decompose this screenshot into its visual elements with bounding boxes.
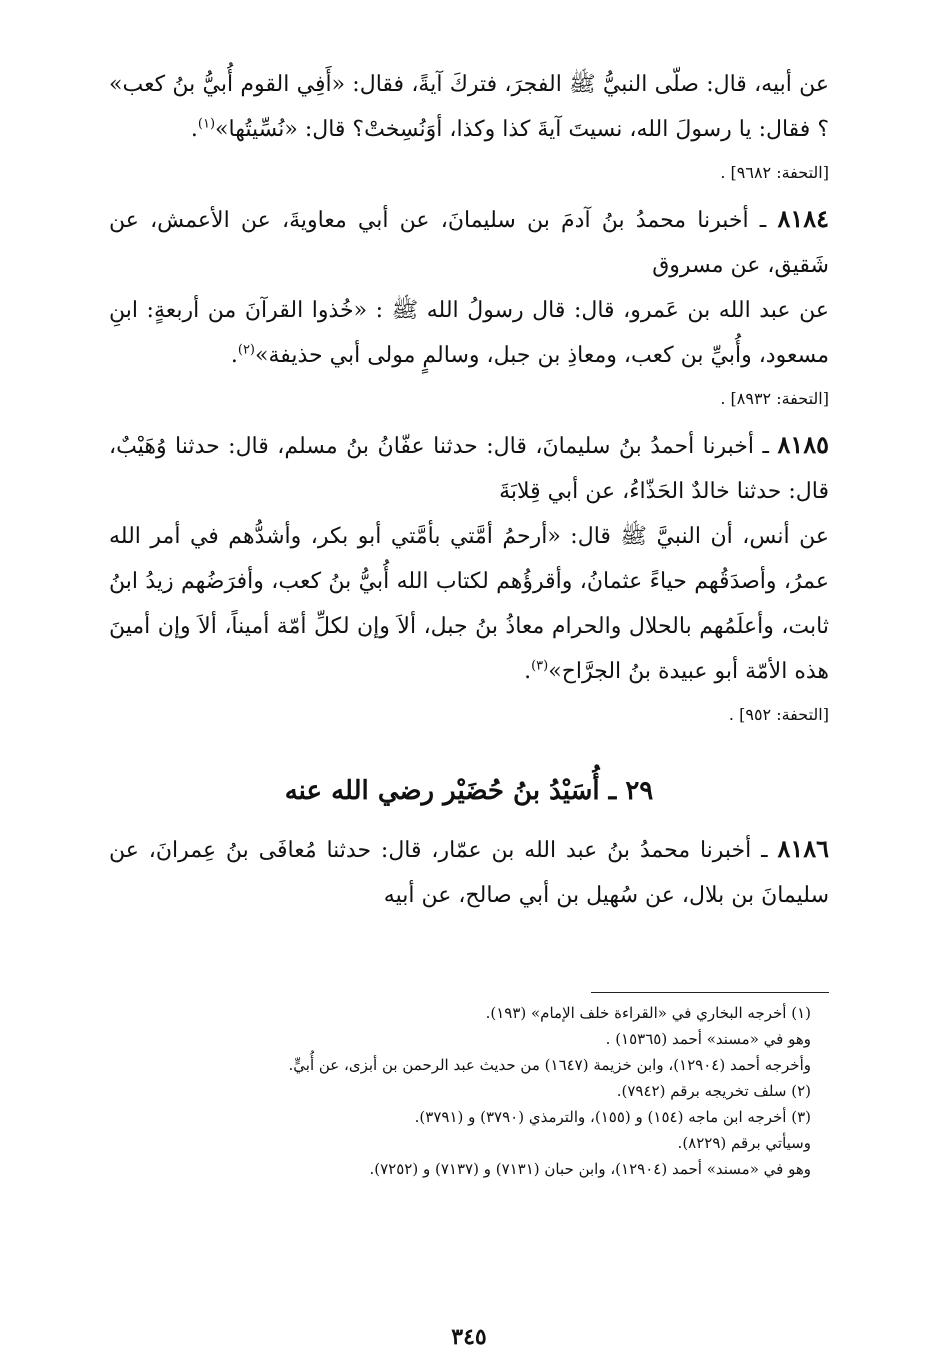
page-number: ٣٤٥ bbox=[451, 1324, 487, 1350]
hadith-number: ٨١٨٦ bbox=[777, 834, 829, 863]
hadith-8185-chain bbox=[109, 422, 829, 514]
footnote-line: وهو في «مسند» أحمد (١٢٩٠٤)، وابن حبان (٧١٣١) و (٧١٣٧) و (٧٢٥٢). bbox=[369, 1160, 811, 1178]
sentence-end: . bbox=[190, 117, 198, 142]
hadith-continuation bbox=[109, 62, 829, 152]
footnote-line: (١) أخرجه البخاري في «القراءة خلف الإمام» (١٩٣). bbox=[485, 1004, 811, 1022]
tuhfa-reference: [التحفة: ٨٩٣٢] . bbox=[720, 389, 829, 408]
isnad-text: ـ أخبرنا محمدُ بنُ آدمَ بن سليمانَ، عن أبي معاويةَ، عن الأعمش، عن شَقيق، عن مسروق bbox=[109, 208, 829, 278]
footnote-ref[interactable]: (٢) bbox=[237, 342, 255, 358]
hadith-8185-matn bbox=[109, 514, 829, 694]
section-heading: ٢٩ ـ أُسَيْدُ بنُ حُضَيْر رضي الله عنه bbox=[284, 776, 654, 806]
footnotes bbox=[109, 1000, 829, 1182]
matn-text: عن عبد الله بن عَمرو، قال: قال رسولُ الله ﷺ : «خُذوا القرآنَ من أربعةٍ: ابنِ مسعود، وأُبيِّ بن كعب، ومعاذِ بن جبل، وسالمٍ مولى أبي حذيفة» bbox=[109, 298, 829, 368]
tuhfa-reference: [التحفة: ٩٥٢] . bbox=[728, 705, 829, 724]
footnote-line: وأخرجه أحمد (١٢٩٠٤)، وابن خزيمة (١٦٤٧) من حديث عبد الرحمن بن أبزى، عن أُبيٍّ. bbox=[288, 1056, 811, 1074]
footnote-line: (٣) أخرجه ابن ماجه (١٥٤) و (١٥٥)، والترمذي (٣٧٩٠) و (٣٧٩١). bbox=[414, 1108, 811, 1126]
matn-text: عن أنس، أن النبيَّ ﷺ قال: «أرحمُ أمَّتي بأمَّتي أبو بكر، وأشدُّهم في أمر الله عمرُ، وأصدَقُهم حياءً عثمانُ، وأقرؤُهم لكتاب الله أُبيُّ بنُ كعب، وأفرَضُهم زيدُ ابنُ ثابت، وأعلَمُهم بالحلال والحرام معاذُ بنُ جبل، ألاَ وإن لكلِّ أمّة أميناً، ألاَ وإن أمينَ هذه الأمّة أبو عبيدة بنُ الجرَّاح» bbox=[109, 524, 829, 684]
footnote-line: وهو في «مسند» أحمد (١٥٣٦٥) . bbox=[605, 1030, 811, 1048]
hadith-number: ٨١٨٤ bbox=[777, 204, 830, 233]
sentence-end: . bbox=[524, 659, 532, 684]
paragraph-text: عن أبيه، قال: صلّى النبيُّ ﷺ الفجرَ، فتركَ آيةً، فقال: «أَفِي القوم أُبيُّ بنُ كعب» ؟ فقال: يا رسولَ الله، نسيتَ آيةَ كذا وكذا، أوَنُسِختْ؟ قال: «نُسِّيتُها» bbox=[109, 72, 829, 142]
footnote-line: وسيأتي برقم (٨٢٢٩). bbox=[677, 1134, 811, 1152]
footnote-line: (٢) سلف تخريجه برقم (٧٩٤٢). bbox=[616, 1082, 811, 1100]
isnad-text: ـ أخبرنا أحمدُ بنُ سليمانَ، قال: حدثنا عفّانُ بنُ مسلم، قال: حدثنا وُهَيْبٌ، قال: حدثنا خالدٌ الحَذّاءُ، عن أبي قِلابَةَ bbox=[109, 434, 829, 504]
footnote-ref[interactable]: (٣) bbox=[531, 658, 549, 674]
hadith-number: ٨١٨٥ bbox=[777, 430, 829, 459]
document-page bbox=[109, 62, 830, 1350]
hadith-8184-chain bbox=[109, 196, 829, 288]
sentence-end: . bbox=[230, 343, 238, 368]
footnote-ref[interactable]: (١) bbox=[197, 116, 216, 132]
hadith-8186-chain bbox=[109, 826, 829, 918]
isnad-text: ـ أخبرنا محمدُ بنُ عبد الله بن عمّار، قال: حدثنا مُعافَى بنُ عِمرانَ، عن سليمانَ بن بلال، عن سُهيل بن أبي صالح، عن أبيه bbox=[109, 838, 829, 908]
tuhfa-reference: [التحفة: ٩٦٨٢] . bbox=[720, 163, 829, 182]
footnote-divider bbox=[591, 992, 829, 993]
hadith-8184-matn bbox=[109, 288, 829, 378]
